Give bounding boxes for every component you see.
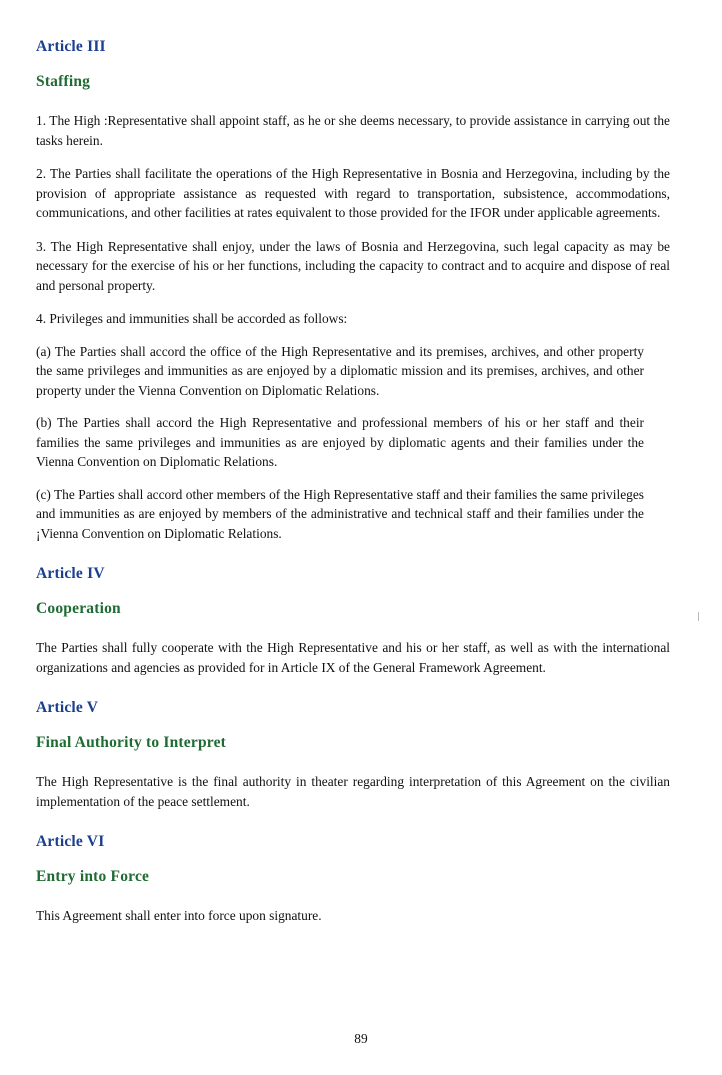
subparagraph-c: (c) The Parties shall accord other members of the High Representative staff and their families the same privileges and immunities as are enjoyed by members of the administrative and technical staff and their families under the ¡Vienna Convention on Diplomatic Relations.: [36, 486, 644, 541]
section-heading-staffing: Staffing: [36, 73, 91, 90]
article-heading-v: Article V: [36, 699, 99, 716]
article-heading-iv: Article IV: [36, 565, 105, 582]
section-heading-entry-into-force: Entry into Force: [36, 868, 150, 885]
spacer: [36, 851, 670, 868]
paragraph-entry-into-force: This Agreement shall enter into force upon signature.: [36, 908, 322, 923]
spacer: [36, 150, 670, 164]
spacer: [36, 677, 670, 699]
spacer: [36, 329, 670, 342]
paragraph-3: 3. The High Representative shall enjoy, under the laws of Bosnia and Herzegovina, such legal capacity as may be necessary for the exercise of his or her functions, including the capacity to contract and to acquire and dispose of real and personal property.: [36, 238, 670, 293]
paragraph-4: 4. Privileges and immunities shall be accorded as follows:: [36, 311, 348, 326]
paragraph-cooperation: The Parties shall fully cooperate with the High Representative and his or her staff, as well as with the international organizations and agencies as provided for in Article IX of the General Framework Agreement.: [36, 640, 670, 675]
spacer: [36, 717, 670, 734]
spacer: [36, 543, 670, 565]
section-heading-final-authority: Final Authority to Interpret: [36, 734, 227, 751]
spacer: [36, 56, 670, 73]
document-body: [36, 38, 670, 926]
spacer: [36, 400, 670, 413]
subparagraph-a: (a) The Parties shall accord the office of the High Representative and its premises, archives, and other property the same privileges and immunities as are enjoyed by a diplomatic mission and its premises, archives, and other property under the Vienna Convention on Diplomatic Relations.: [36, 343, 644, 398]
spacer: [36, 472, 670, 485]
paragraph-final-authority: The High Representative is the final authority in theater regarding interpretation of this Agreement on the civilian implementation of the peace settlement.: [36, 774, 670, 809]
spacer: [36, 752, 670, 772]
article-heading-iii: Article III: [36, 38, 106, 55]
spacer: [36, 583, 670, 600]
spacer: [36, 91, 670, 111]
subparagraph-b: (b) The Parties shall accord the High Representative and professional members of his or her staff and their families the same privileges and immunities as are enjoyed by diplomatic agents and their families under the Vienna Convention on Diplomatic Relations.: [36, 415, 644, 469]
spacer: [36, 811, 670, 833]
paragraph-1: 1. The High :Representative shall appoint staff, as he or she deems necessary, to provide assistance in carrying out the tasks herein.: [36, 113, 670, 148]
article-heading-vi: Article VI: [36, 833, 105, 850]
spacer: [36, 295, 670, 309]
section-heading-cooperation: Cooperation: [36, 600, 121, 617]
page-number: 89: [354, 1031, 368, 1046]
spacer: [36, 886, 670, 906]
spacer: [36, 618, 670, 638]
spacer: [36, 223, 670, 237]
page-edge-mark: [698, 612, 699, 621]
paragraph-2: 2. The Parties shall facilitate the operations of the High Representative in Bosnia and Herzegovina, including by the provision of appropriate assistance as requested with regard to transportation, subsistence, accommodations, communications, and other facilities at rates equivalent to those provided for the IFOR under applicable agreements.: [36, 166, 670, 220]
